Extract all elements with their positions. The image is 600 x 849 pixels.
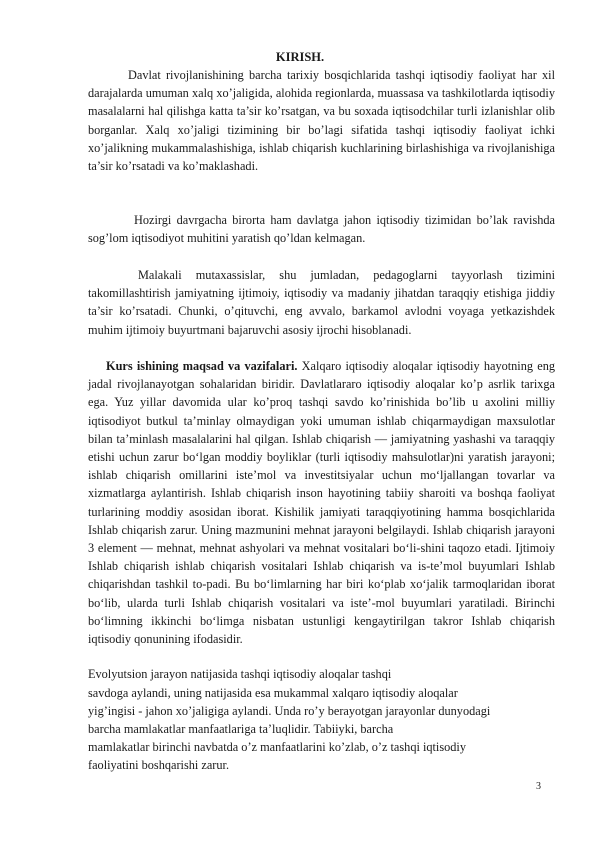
text-line: savdoga aylandi, uning natijasida esa mukammal xalqaro iqtisodiy aloqalar [88, 686, 458, 700]
paragraph-specialists: Malakali mutaxassislar, shu jumladan, pedagoglarni tayyorlash tizimini takomillashtirish jamiyatning ijtimoiy, iqtisodiy va madaniy jihatdan taraqqiy etishiga jiddiy ta’sir ko’rsatadi. Chunki, o’qituvchi, eng avvalo, barkamol avlodni voyaga yetkazishdek muhim ijtimoiy buyurtmani bajaruvchi asosiy ijrochi hisoblanadi. [88, 268, 555, 337]
text-line: barcha mamlakatlar manfaatlariga ta’luqlidir. Tabiiyki, barcha [88, 722, 394, 736]
section-label: Kurs ishining maqsad va vazifalari. [106, 359, 298, 373]
text-line: Evolyutsion jarayon natijasida tashqi iqtisodiy aloqalar tashqi [88, 667, 392, 681]
page-number: 3 [536, 781, 541, 792]
text-line: yig’ingisi - jahon xo’jaligiga aylandi. Unda ro’y berayotgan jarayonlar dunyodagi [88, 704, 491, 718]
paragraph-intro: Davlat rivojlanishining barcha tarixiy bosqichlarida tashqi iqtisodiy faoliyat har xil darajalarda umuman xalq xo’jaligida, alohida regionlarda, muassasa va tashkilotlarda iqtisodiy masalalarni hal qilishga katta ta’sir ko’rsatgan, va bu soxada iqtisodchilar turli izlanishlar olib borganlar. Xalq xo’jaligi tizimining bir bo’lagi sifatida tashqi iqtisodiy faoliyat ichki xo’jalikning mukammalashishiga, ishlab chiqarish kuchlarining birlashishiga va rivojlanishiga ta’sir ko’rsatadi va ko’maklashadi. [88, 68, 555, 174]
paragraph-world-economy: Hozirgi davrgacha birorta ham davlatga jahon iqtisodiy tizimidan bo’lak ravishda sog’lom iqtisodiyot muhitini yaratish qo’ldan kelmagan. [88, 213, 555, 246]
paragraph-goals [88, 357, 555, 648]
text-line: mamlakatlar birinchi navbatda o’z manfaatlarini ko’zlab, o’z tashqi iqtisodiy [88, 740, 466, 754]
page-title: KIRISH. [275, 50, 325, 64]
paragraph-goals-text: Xalqaro iqtisodiy aloqalar iqtisodiy hayotning eng jadal rivojlanayotgan sohalaridan biridir. Davlatlararo iqtisodiy aloqalar ko’p asrlik tarixga ega. Yuz yillar davomida ular ko’proq tashqi savdo ko’rinishida bo’lib u axolini milliy iqtisodiyot butkul ta’minlay olmaydigan yoki umuman ishlab chiqarmaydigan maxsulotlar bilan ta’minlash masalalarini hal qilgan. Ishlab chiqarish — jamiyatning yashashi va taraqqiy etishi uchun zarur bo‘lgan moddiy boyliklar (turli iqtisodiy mahsulotlar)ni yaratish jarayoni; ishlab chiqarish omillarini iste’mol va investitsiyalar uchun mo‘ljallangan tovarlar va xizmatlarga aylantirish. Ishlab chiqarish inson hayotining tabiiy sharoiti va boshqa faoliyat turlarining moddiy asosidan iborat. Kishilik jamiyati taraqqiyotining hamma bosqichlarida Ishlab chiqarish zarur. Uning mazmunini mehnat jarayoni belgilaydi. Ishlab chiqarish jarayoni 3 element — mehnat, mehnat ashyolari va mehnat vositalari bo‘li-shini taqozo etadi. Ijtimoiy Ishlab chiqarish ishlab chiqarish vositalari Ishlab chiqarish va is-te’mol buyumlari Ishlab chiqarishdan tashkil to-padi. Bu bo‘limlarning har biri ko‘plab xo‘jalik tarmoqlaridan iborat bo‘lib, ularda turli Ishlab chiqarish vositalari va iste’-mol buyumlari yaratiladi. Birinchi bo‘limning ikkinchi bo‘limga nisbatan ustunligi kengaytirilgan takror Ishlab chiqarish iqtisodiy qonunining ifodasidir. [88, 359, 555, 647]
text-line: faoliyatini boshqarishi zarur. [88, 758, 230, 772]
